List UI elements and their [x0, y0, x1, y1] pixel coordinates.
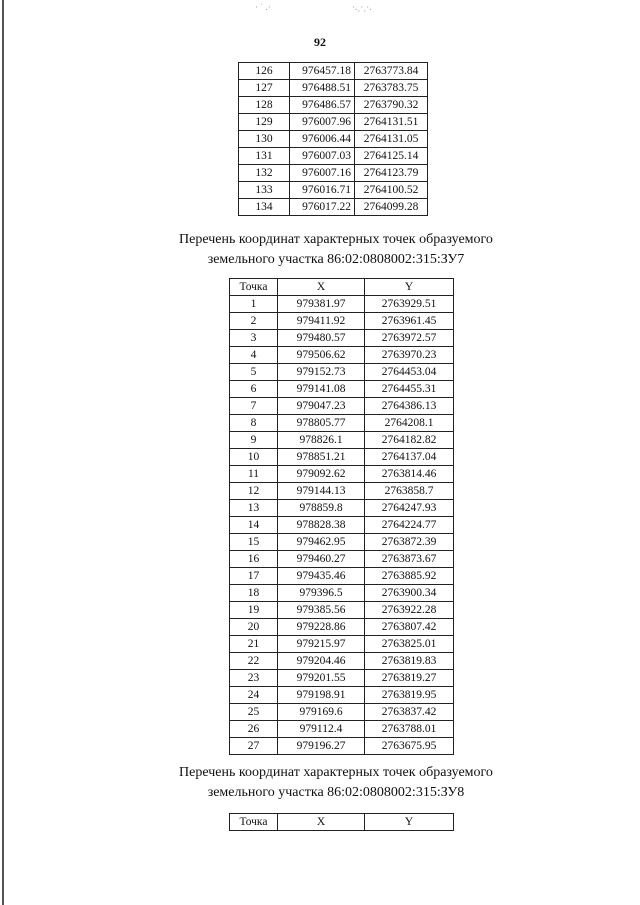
table-row — [230, 602, 454, 619]
section-title-zu8 — [0, 763, 640, 803]
column-header-x: X — [278, 814, 365, 831]
cell-y: 2763819.95 — [365, 687, 454, 704]
cell-y: 2763970.23 — [365, 347, 454, 364]
table-row — [230, 568, 454, 585]
coordinates-table-continued — [238, 62, 428, 216]
table-row — [230, 415, 454, 432]
coordinates-table-zu7 — [229, 278, 454, 755]
cell-point: 21 — [230, 636, 278, 653]
cell-x: 979204.46 — [278, 653, 365, 670]
cell-x: 976017.22 — [290, 199, 355, 216]
column-header-point: Точка — [230, 814, 278, 831]
table-row — [230, 670, 454, 687]
cell-y: 2763922.28 — [365, 602, 454, 619]
table-row — [230, 704, 454, 721]
section-title-zu7 — [0, 230, 640, 270]
scan-noise-mark: · ˙ .· — [255, 2, 271, 12]
table-row — [230, 347, 454, 364]
cell-point: 15 — [230, 534, 278, 551]
column-header-y: Y — [365, 279, 454, 296]
section-title-line1: Перечень координат характерных точек образуемого — [179, 232, 493, 247]
cell-y: 2763807.42 — [365, 619, 454, 636]
cell-y: 2764137.04 — [365, 449, 454, 466]
cell-x: 979196.27 — [278, 738, 365, 755]
cell-y: 2763972.57 — [365, 330, 454, 347]
table-row — [230, 687, 454, 704]
coordinates-table-zu8 — [229, 813, 454, 831]
cell-point: 1 — [230, 296, 278, 313]
table-row — [239, 80, 428, 97]
table-row — [230, 364, 454, 381]
cell-point: 20 — [230, 619, 278, 636]
cell-point: 24 — [230, 687, 278, 704]
cell-x: 979411.92 — [278, 313, 365, 330]
page-number: 92 — [314, 35, 326, 49]
cell-point: 26 — [230, 721, 278, 738]
table-row — [239, 114, 428, 131]
cell-point: 23 — [230, 670, 278, 687]
table-row — [230, 466, 454, 483]
table-row — [230, 398, 454, 415]
cell-point: 11 — [230, 466, 278, 483]
cell-y: 2763819.83 — [365, 653, 454, 670]
cell-point: 13 — [230, 500, 278, 517]
cell-x: 978851.21 — [278, 449, 365, 466]
section-title-line2: земельного участка 86:02:0808002:315:ЗУ8 — [207, 785, 465, 800]
cell-point: 130 — [239, 131, 290, 148]
cell-point: 126 — [239, 63, 290, 80]
cell-x: 979144.13 — [278, 483, 365, 500]
cell-point: 4 — [230, 347, 278, 364]
cell-y: 2764131.51 — [355, 114, 428, 131]
cell-x: 978805.77 — [278, 415, 365, 432]
section-title-line1: Перечень координат характерных точек образуемого — [179, 765, 493, 780]
cell-point: 5 — [230, 364, 278, 381]
cell-point: 131 — [239, 148, 290, 165]
cell-x: 979396.5 — [278, 585, 365, 602]
cell-y: 2764455.31 — [365, 381, 454, 398]
cell-x: 976007.96 — [290, 114, 355, 131]
cell-x: 979435.46 — [278, 568, 365, 585]
table-row — [230, 551, 454, 568]
cell-x: 976016.71 — [290, 182, 355, 199]
cell-y: 2764125.14 — [355, 148, 428, 165]
cell-x: 979141.08 — [278, 381, 365, 398]
table-header-row — [230, 814, 454, 831]
table-row — [230, 738, 454, 755]
cell-y: 2764224.77 — [365, 517, 454, 534]
cell-y: 2763825.01 — [365, 636, 454, 653]
cell-point: 128 — [239, 97, 290, 114]
table-row — [239, 182, 428, 199]
cell-x: 979092.62 — [278, 466, 365, 483]
table-row — [230, 721, 454, 738]
cell-point: 9 — [230, 432, 278, 449]
cell-point: 7 — [230, 398, 278, 415]
cell-x: 979462.95 — [278, 534, 365, 551]
cell-y: 2763819.27 — [365, 670, 454, 687]
cell-y: 2763837.42 — [365, 704, 454, 721]
cell-point: 12 — [230, 483, 278, 500]
cell-y: 2764131.05 — [355, 131, 428, 148]
cell-y: 2764182.82 — [365, 432, 454, 449]
cell-x: 979201.55 — [278, 670, 365, 687]
table-row — [230, 483, 454, 500]
cell-y: 2763773.84 — [355, 63, 428, 80]
cell-x: 976486.57 — [290, 97, 355, 114]
cell-x: 979228.86 — [278, 619, 365, 636]
cell-x: 976488.51 — [290, 80, 355, 97]
table-row — [239, 199, 428, 216]
cell-x: 979112.4 — [278, 721, 365, 738]
cell-point: 16 — [230, 551, 278, 568]
cell-y: 2763873.67 — [365, 551, 454, 568]
cell-y: 2763872.39 — [365, 534, 454, 551]
cell-x: 976007.16 — [290, 165, 355, 182]
column-header-x: X — [278, 279, 365, 296]
cell-point: 27 — [230, 738, 278, 755]
cell-point: 129 — [239, 114, 290, 131]
cell-y: 2764100.52 — [355, 182, 428, 199]
cell-point: 10 — [230, 449, 278, 466]
cell-y: 2763961.45 — [365, 313, 454, 330]
cell-point: 8 — [230, 415, 278, 432]
cell-y: 2764386.13 — [365, 398, 454, 415]
table-row — [230, 381, 454, 398]
column-header-point: Точка — [230, 279, 278, 296]
cell-x: 979169.6 — [278, 704, 365, 721]
cell-point: 2 — [230, 313, 278, 330]
cell-point: 132 — [239, 165, 290, 182]
cell-point: 134 — [239, 199, 290, 216]
table-row — [230, 653, 454, 670]
cell-x: 979381.97 — [278, 296, 365, 313]
table-row — [239, 131, 428, 148]
cell-x: 978826.1 — [278, 432, 365, 449]
table-row — [230, 585, 454, 602]
cell-y: 2763929.51 — [365, 296, 454, 313]
cell-y: 2764247.93 — [365, 500, 454, 517]
cell-point: 19 — [230, 602, 278, 619]
cell-x: 979198.91 — [278, 687, 365, 704]
table-row — [230, 534, 454, 551]
table-row — [230, 449, 454, 466]
cell-y: 2763675.95 — [365, 738, 454, 755]
cell-x: 979047.23 — [278, 398, 365, 415]
cell-point: 127 — [239, 80, 290, 97]
cell-y: 2763885.92 — [365, 568, 454, 585]
cell-x: 976457.18 — [290, 63, 355, 80]
cell-y: 2763814.46 — [365, 466, 454, 483]
table-row — [230, 330, 454, 347]
table-row — [230, 636, 454, 653]
table-row — [230, 619, 454, 636]
cell-y: 2764208.1 — [365, 415, 454, 432]
cell-y: 2763790.32 — [355, 97, 428, 114]
cell-point: 18 — [230, 585, 278, 602]
cell-y: 2764099.28 — [355, 199, 428, 216]
cell-point: 3 — [230, 330, 278, 347]
cell-x: 979215.97 — [278, 636, 365, 653]
cell-y: 2764453.04 — [365, 364, 454, 381]
cell-x: 979460.27 — [278, 551, 365, 568]
cell-x: 976007.03 — [290, 148, 355, 165]
table-row — [239, 97, 428, 114]
cell-x: 978828.38 — [278, 517, 365, 534]
cell-y: 2763858.7 — [365, 483, 454, 500]
table-row — [239, 165, 428, 182]
table-row — [230, 432, 454, 449]
cell-x: 978859.8 — [278, 500, 365, 517]
cell-x: 979385.56 — [278, 602, 365, 619]
cell-point: 6 — [230, 381, 278, 398]
cell-y: 2763783.75 — [355, 80, 428, 97]
cell-y: 2764123.79 — [355, 165, 428, 182]
cell-point: 14 — [230, 517, 278, 534]
cell-x: 979152.73 — [278, 364, 365, 381]
cell-x: 976006.44 — [290, 131, 355, 148]
scan-noise-mark: ·.ˏ·ˎ·. — [352, 2, 372, 12]
table-row — [230, 296, 454, 313]
column-header-y: Y — [365, 814, 454, 831]
cell-point: 17 — [230, 568, 278, 585]
table-row — [239, 148, 428, 165]
table-row — [230, 313, 454, 330]
cell-x: 979480.57 — [278, 330, 365, 347]
cell-y: 2763900.34 — [365, 585, 454, 602]
section-title-line2: земельного участка 86:02:0808002:315:ЗУ7 — [207, 252, 465, 267]
table-header-row — [230, 279, 454, 296]
cell-point: 22 — [230, 653, 278, 670]
cell-y: 2763788.01 — [365, 721, 454, 738]
table-row — [239, 63, 428, 80]
cell-point: 25 — [230, 704, 278, 721]
cell-x: 979506.62 — [278, 347, 365, 364]
table-row — [230, 500, 454, 517]
table-row — [230, 517, 454, 534]
cell-point: 133 — [239, 182, 290, 199]
